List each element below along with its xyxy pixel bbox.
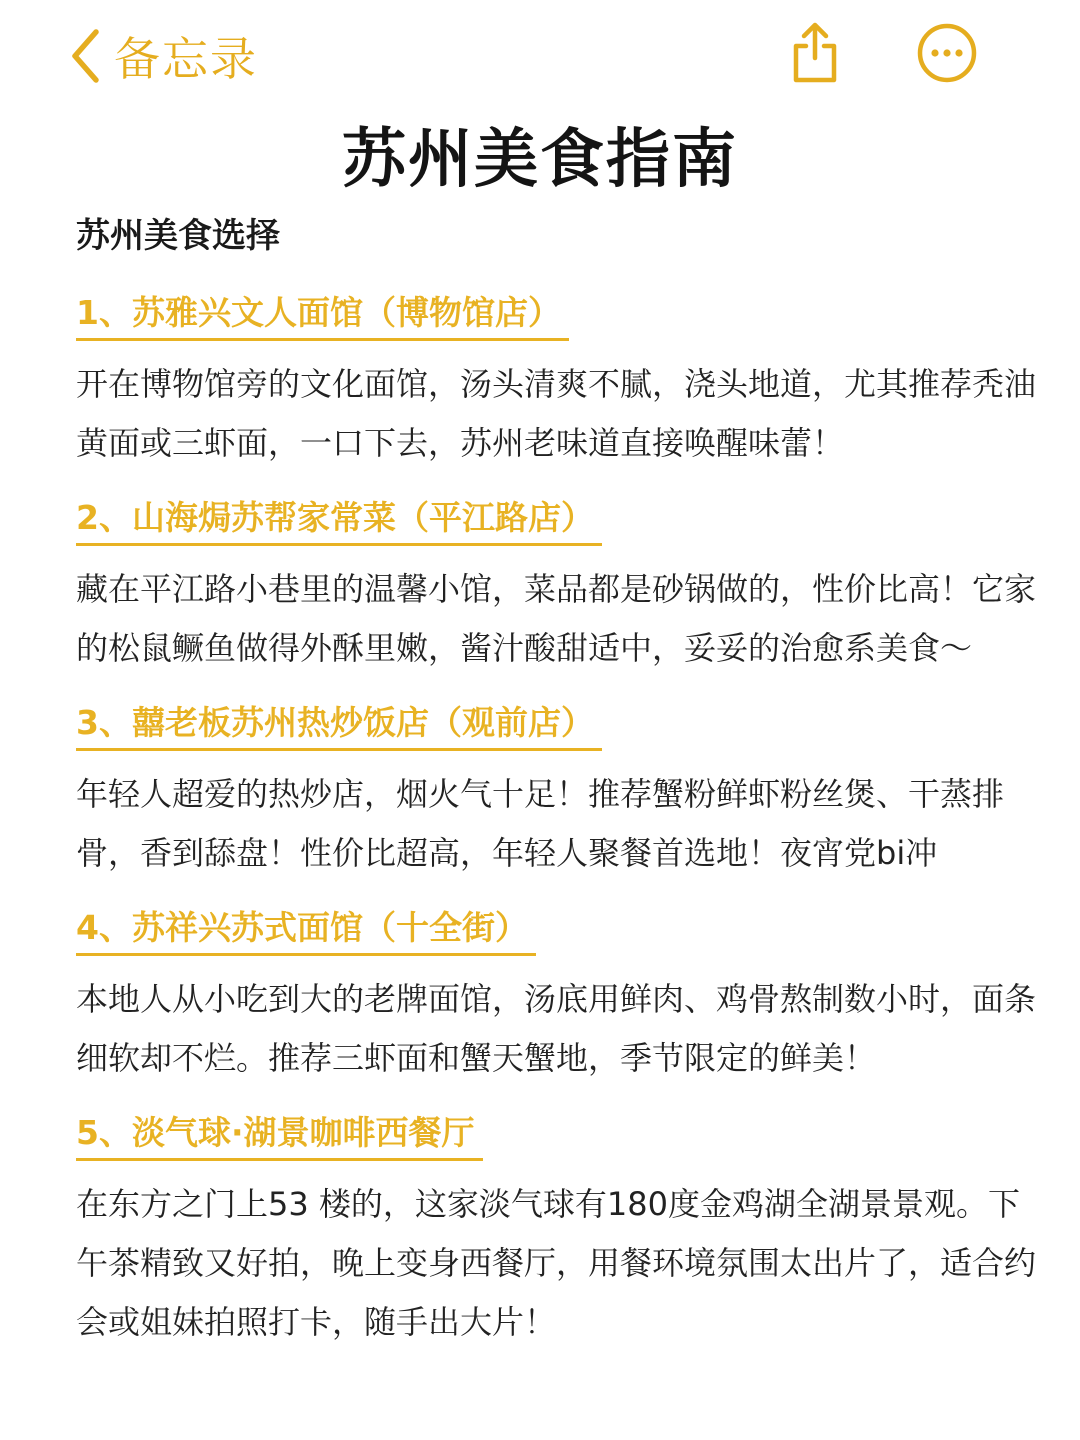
list-item bbox=[76, 493, 1051, 678]
share-icon bbox=[786, 20, 844, 86]
restaurant-description-4: 本地人从小吃到大的老牌面馆，汤底用鲜肉、鸡骨熬制数小时，面条细软却不烂。推荐三虾面和蟹天蟹地，季节限定的鲜美！ bbox=[76, 980, 1037, 1077]
nav-bar bbox=[0, 0, 1080, 110]
more-button[interactable] bbox=[916, 22, 978, 84]
list-item bbox=[76, 1108, 1051, 1352]
restaurant-description-1: 开在博物馆旁的文化面馆，汤头清爽不腻，浇头地道，尤其推荐秃油黄面或三虾面，一口下去，苏州老味道直接唤醒味蕾！ bbox=[76, 365, 1037, 462]
restaurant-link-1[interactable]: 1、苏雅兴文人面馆（博物馆店） bbox=[76, 288, 569, 341]
note-title: 苏州美食指南 bbox=[342, 123, 738, 197]
restaurant-description-2: 藏在平江路小巷里的温馨小馆，菜品都是砂锅做的，性价比高！它家的松鼠鳜鱼做得外酥里嫩，酱汁酸甜适中，妥妥的治愈系美食～ bbox=[76, 570, 1037, 667]
list-item bbox=[76, 288, 1051, 473]
restaurant-link-3[interactable]: 3、囍老板苏州热炒饭店（观前店） bbox=[76, 698, 602, 751]
restaurant-description-5: 在东方之门上53 楼的，这家淡气球有180度金鸡湖全湖景景观。下午茶精致又好拍，晚上变身西餐厅，用餐环境氛围太出片了，适合约会或姐妹拍照打卡，随手出大片！ bbox=[76, 1185, 1037, 1341]
chevron-left-icon bbox=[70, 28, 100, 84]
more-icon bbox=[916, 22, 978, 84]
restaurant-link-2[interactable]: 2、山海焗苏帮家常菜（平江路店） bbox=[76, 493, 602, 546]
section-heading: 苏州美食选择 bbox=[76, 216, 280, 256]
list-item bbox=[76, 698, 1051, 883]
note-body[interactable] bbox=[76, 210, 1051, 1372]
restaurant-description-3: 年轻人超爱的热炒店，烟火气十足！推荐蟹粉鲜虾粉丝煲、干蒸排骨，香到舔盘！性价比超高，年轻人聚餐首选地！夜宵党bi冲 bbox=[76, 775, 1005, 872]
restaurant-link-5[interactable]: 5、淡气球·湖景咖啡西餐厅 bbox=[76, 1108, 483, 1161]
back-label: 备忘录 bbox=[114, 32, 258, 86]
restaurant-link-4[interactable]: 4、苏祥兴苏式面馆（十全街） bbox=[76, 903, 536, 956]
back-button[interactable] bbox=[70, 24, 258, 88]
list-item bbox=[76, 903, 1051, 1088]
share-button[interactable] bbox=[786, 20, 844, 86]
